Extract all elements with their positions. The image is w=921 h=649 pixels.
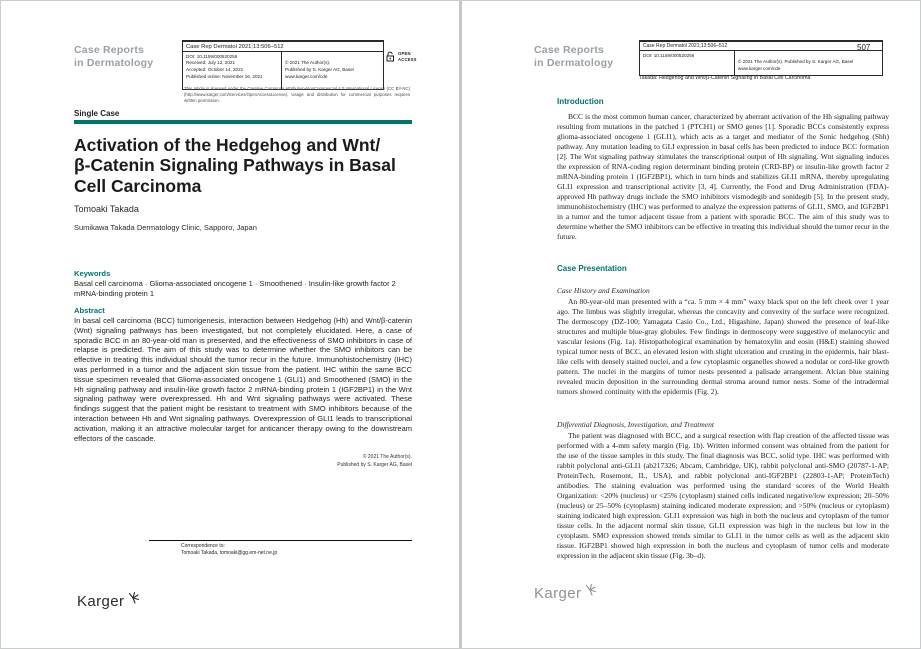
karger-spark-icon [582, 582, 598, 598]
doi-cell [640, 51, 735, 75]
two-page-spread [1, 1, 920, 648]
article-type: Single Case [74, 109, 120, 118]
author-name: Tomoaki Takada [74, 204, 139, 214]
case-presentation-heading: Case Presentation [557, 264, 627, 273]
treatment-text: The patient was diagnosed with BCC, and a surgical resection with flap creation of the affected tissue was performed with a 4-mm safety margin (Fig. 1b). Written informed consent was obtained from the patient for the use of the tissue samples in this study. The final diagnosis was BCC, solid type. IHC was performed with rabbit polyclonal anti-GLI1 (ab217326; Abcam, Cambridge, UK), rabbit polyclonal anti-SMO (20787-1-AP; ProteinTech, Rosemont, IL, USA), and rabbit polyclonal anti-IGF2BP1 (22803-1-AP; ProteinTech) antibodies. The staining evaluation was performed using the standard scores of the World Health Organization: <20% (nucleus) or <25% (cytoplasm) stained cells indicated negative/low expression; 20–50% (nucleus) or 25–50% (cytoplasm) staining indicated moderate expression; and >50% (nucleus or cytoplasm) staining indicated high expression. GLI1 expression was high in both the nucleus and cytoplasm of the tumor tissue cells. In the adjacent normal skin tissue, GLI1 expression was high in the nucleus but low in the cytoplasm. SMO expression showed trends similar to GLI1 in the tumor cells as well as the adjacent skin tissue. IGF2BP1 showed high expression in both the nucleus and cytoplasm of tumor cells and moderate expression in the adjacent skin tissue (Fig. 3b–d). [557, 431, 889, 560]
introduction-text: BCC is the most common human cancer, characterized by aberrant activation of the Hh signaling pathway resulting from mutations in the patched 1 (PTCH1) or SMO genes [1]. Sporadic BCCs consistently express glioma-associated oncogene 1 (GLI1), which acts as a target and mediator of the Sonic hedgehog (Shh) pathway. Any mutation leading to GLI expression in basal cells has been predicted to induce BCC formation [2]. The Wnt signaling pathway stimulates the transcriptional output of Hh signaling. Wnt signaling induces the expression of RNA-coding region determinant binding protein (CRD-BP) or insulin-like growth factor 2 mRNA-binding protein 1 (IGF2BP1), which in turn binds and stabilizes GLI1 mRNA, thereby upregulating GLI1 expression and transcriptional activity [3, 4]. Currently, the Food and Drug Administration (FDA)-approved Hh pathway drugs include the SMO inhibitors vismodegib and sonidegib [5]. In the present study, immunohistochemistry (IHC) was performed to analyze the expression patterns of GLI1, SMO, and IGF2BP1 in a tumor and the tumor adjacent tissue from a patient with sporadic BCC. The aim of this study was to determine whether the SMO inhibitors can be effective in treating this individual should the tumor recur in the future. [557, 112, 889, 241]
karger-wordmark: Karger [77, 593, 125, 610]
abstract-heading: Abstract [74, 306, 105, 315]
citation: Case Rep Dermatol 2021;13:506–512 [640, 42, 882, 51]
treatment-subheading: Differential Diagnosis, Investigation, and Treatment [557, 420, 714, 429]
accepted-date: Accepted: October 14, 2021 [186, 67, 244, 73]
journal-title: Case Reports in Dermatology [74, 44, 154, 70]
doi: DOI: 10.1159/000520256 [186, 53, 238, 59]
correspondence-label: Correspondence to: [181, 543, 225, 549]
correspondence-block [181, 543, 411, 558]
case-history-subheading: Case History and Examination [557, 286, 650, 295]
open-lock-icon [386, 51, 396, 62]
copyright-cell [735, 51, 882, 75]
karger-logo [534, 585, 598, 602]
license-text: This article is licensed under the Creative Commons Attribution-NonCommercial 4.0 International License (CC BY-NC) (http://www.karger.com/Services/OpenAccessLicense). Usage and distribution for commercial purposes requires written permission. [184, 86, 410, 104]
abstract-copyright: © 2021 The Author(s). Published by S. Karger AG, Basel [337, 454, 412, 468]
footnote-rule [149, 540, 412, 541]
karger-spark-icon [125, 590, 141, 606]
citation: Case Rep Dermatol 2021;13:506–512 [183, 42, 383, 52]
correspondence-email[interactable]: Tomoaki Takada, tomoaki@gg.em-net.ne.jp [181, 550, 278, 557]
open-access-label: OPEN ACCESS [398, 51, 417, 62]
doi: DOI: 10.1159/000520256 [643, 52, 695, 58]
karger-logo [77, 593, 141, 610]
case-history-text: An 80-year-old man presented with a “ca. 5 mm × 4 mm” waxy black spot on the left cheek over 1 year ago. The limbus was slightly irregular, whereas the concavity and convexity of the surface were recognized. The dermoscopy (DZ-100; Yamagata Casio Co., Ltd., Higashine, Japan) showed the presence of leaf-like structures and multiple blue-gray globules. Few findings in dermoscopy were suggestive of melanocytic and vascular lesions (Fig. 1a). Histopathological examination by hematoxylin and eosin (H&E) staining showed typical tumor nests of BCC, an elevated lesion with slight ulceration and crusting in the epidermis, hair blast-like cells with densely stained nuclei, and a few cytoplasmic organelles showed a nodular or cord-like growth pattern. The nuclei in the margins of tumor nests presented a palisade arrangement. Alcian blue staining revealed mucin deposition in the surrounding dermal stroma around tumor nests. Some of the intradermal tumors showed continuity with the epidermis (Fig. 2). [557, 297, 889, 396]
journal-title: Case Reports in Dermatology [534, 44, 614, 70]
abstract-text: In basal cell carcinoma (BCC) tumorigenesis, interaction between Hedgehog (Hh) and Wnt/β-catenin (Wnt) signaling pathways has been investigated, but not completely elucidated. Here, a case of sporadic BCC in an 80-year-old man is presented, and the effectiveness of SMO inhibitors in case of relapse is predicted. The aim of this study was to determine whether the SMO inhibitors can be effective in treating this individual should the tumor recur in the future. Immunohistochemistry (IHC) was performed in a tumor and the adjacent skin tissue from the patient. IHC within the same BCC tissue specimen revealed that Glioma-associated oncogene 1 (GLI1) and Smoothened (SMO) in the Hh signaling pathway and insulin-like growth factor 2 mRNA-binding protein 1 (IGF2BP1) in the Wnt signaling pathway were overexpressed. Hh and Wnt signaling pathways were activated. These findings suggest that the patient might be resistant to treatment with SMO inhibitors because of the interaction between Hh and Wnt signaling pathways. Overexpression of GLI1 leads to transcriptional activation, making it an attractive molecular target for anticancer therapy owing to the downstream effectors of the cascade. [74, 316, 412, 443]
introduction-heading: Introduction [557, 97, 604, 106]
received-date: Received: July 12, 2021 [186, 60, 236, 66]
karger-wordmark: Karger [534, 585, 582, 602]
copyright-cell [282, 52, 383, 89]
running-head: Takada: Hedgehog and Wnt/β-Catenin Signaling in Basal Cell Carcinoma [639, 75, 811, 81]
article-title: Activation of the Hedgehog and Wnt/ β-Catenin Signaling Pathways in Basal Cell Carcinoma [74, 135, 396, 196]
dates-cell [183, 52, 282, 89]
keywords-heading: Keywords [74, 269, 111, 278]
keywords-text: Basal cell carcinoma · Glioma-associated oncogene 1 · Smoothened · Insulin-like growth factor 2 mRNA-binding protein 1 [74, 279, 396, 298]
page-left [1, 1, 459, 648]
page-right [462, 1, 920, 648]
article-info-box [182, 40, 384, 90]
author-affiliation: Sumikawa Takada Dermatology Clinic, Sapporo, Japan [74, 223, 257, 232]
page-number: 507 [857, 43, 871, 52]
article-info-box [639, 40, 883, 76]
copyright-text: © 2021 The Author(s). Published by S. Karger AG, Basel [285, 60, 354, 73]
copyright-text: © 2021 The Author(s). Published by S. Karger AG, Basel www.karger.com/cde [738, 59, 854, 72]
section-rule [74, 120, 412, 124]
publisher-link[interactable]: www.karger.com/cde [285, 74, 328, 80]
open-access-badge [386, 51, 417, 62]
published-date: Published online: November 16, 2021 [186, 74, 263, 80]
